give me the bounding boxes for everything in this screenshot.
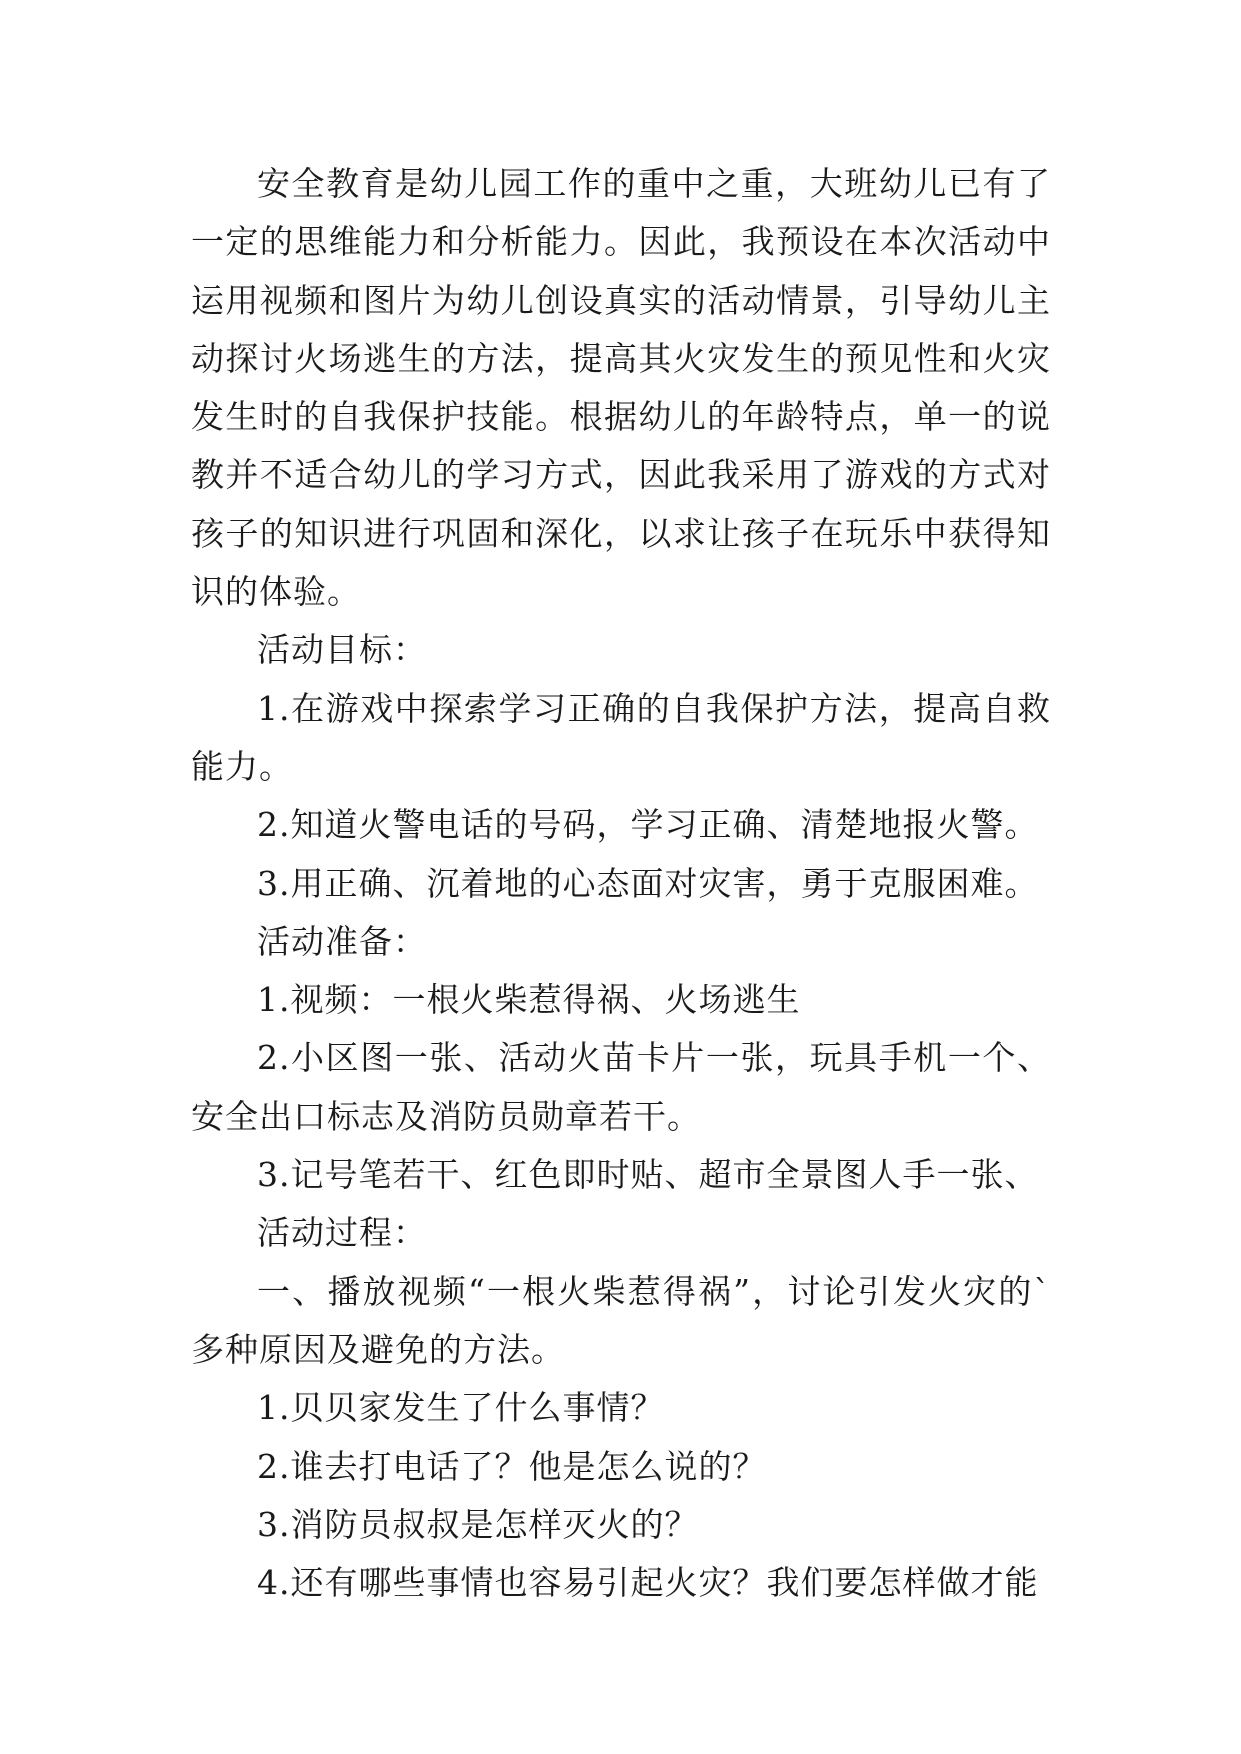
process-question-1: 1.贝贝家发生了什么事情？: [257, 1388, 665, 1428]
goal-item-2: 2.知道火警电话的号码，学习正确、清楚地报火警。: [257, 805, 1039, 845]
intro-paragraph: 安全教育是幼儿园工作的重中之重，大班幼儿已有了一定的思维能力和分析能力。因此，我预设在本次活动中运用视频和图片为幼儿创设真实的活动情景，引导幼儿主动探讨火场逃生的方法，提高其火灾发生的预见性和火灾发生时的自我保护技能。根据幼儿的年龄特点，单一的说教并不适合幼儿的学习方式，因此我采用了游戏的方式对孩子的知识进行巩固和深化，以求让孩子在玩乐中获得知识的体验。: [191, 164, 1051, 612]
goals-heading: 活动目标：: [257, 630, 427, 670]
preparation-item-1: 1.视频：一根火柴惹得祸、火场逃生: [257, 980, 801, 1020]
preparation-heading: 活动准备：: [257, 921, 427, 961]
goal-item-1: 1.在游戏中探索学习正确的自我保护方法，提高自救能力。: [191, 688, 1051, 786]
process-question-2: 2.谁去打电话了？他是怎么说的？: [257, 1446, 767, 1486]
goal-item-3: 3.用正确、沉着地的心态面对灾害，勇于克服困难。: [257, 863, 1039, 903]
process-heading: 活动过程：: [257, 1213, 427, 1253]
process-question-4: 4.还有哪些事情也容易引起火灾？我们要怎样做才能: [257, 1563, 1039, 1603]
preparation-item-2: 2.小区图一张、活动火苗卡片一张，玩具手机一个、安全出口标志及消防员勋章若干。: [191, 1038, 1051, 1136]
document-body: [191, 155, 1051, 1612]
process-step-1-heading: 一、播放视频“一根火柴惹得祸”，讨论引发火灾的`多种原因及避免的方法。: [191, 1271, 1051, 1369]
preparation-item-3: 3.记号笔若干、红色即时贴、超市全景图人手一张、: [257, 1155, 1039, 1195]
process-question-3: 3.消防员叔叔是怎样灭火的？: [257, 1504, 699, 1544]
